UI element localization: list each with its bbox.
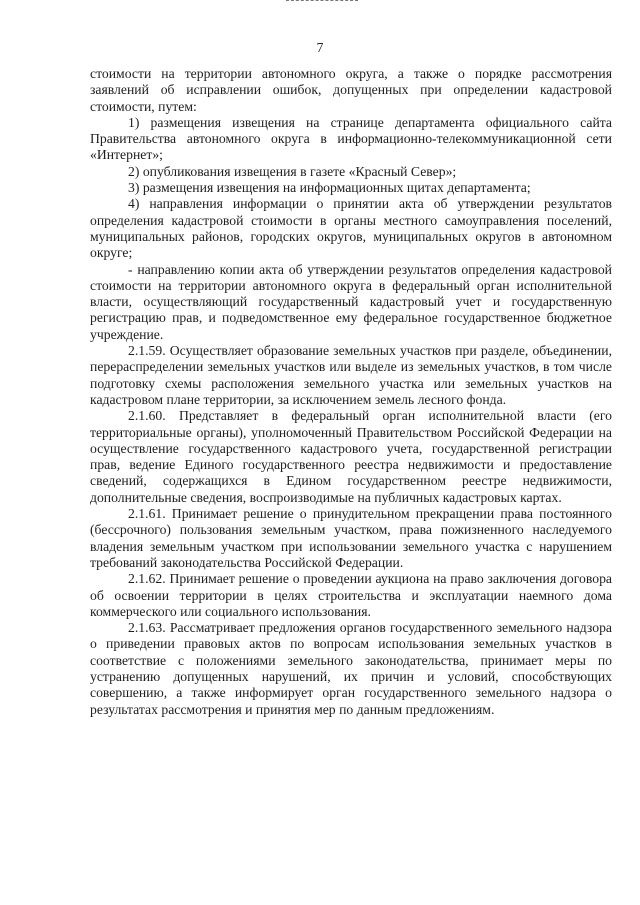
- clause-2-1-62: 2.1.62. Принимает решение о проведении аукциона на право заключения договора об освоении территории в целях строительства и эксплуатации наемного дома коммерческого или социального использования.: [90, 571, 612, 619]
- clause-2-1-59: 2.1.59. Осуществляет образование земельных участков при разделе, объединении, перераспределении земельных участков или выделе из земельных участков, в том числе подготовку схемы расположения земельного участка или земельных участков на кадастровом плане территории, за исключением земель лесного фонда.: [90, 343, 612, 407]
- list-item-1: 1) размещения извещения на странице департамента официального сайта Правительства автономного округа в информационно-телекоммуникационной сети «Интернет»;: [90, 114, 612, 163]
- document-body: [90, 66, 612, 718]
- list-item-dash: - направлению копии акта об утверждении результатов определения кадастровой стоимости на территории автономного округа в федеральный орган исполнительной власти, осуществляющий государственный кадастровый учет и государственную регистрацию прав, и подведомственное ему федеральное государственное бюджетное учреждение.: [90, 261, 612, 342]
- top-edge-marks: [286, 0, 358, 4]
- clause-2-1-61: 2.1.61. Принимает решение о принудительном прекращении права постоянного (бессрочного) пользования земельным участком, права пожизненного наследуемого владения земельным участком при использовании земельного участка с нарушением требований законодательства Российской Федерации.: [90, 506, 612, 570]
- clause-2-1-63: 2.1.63. Рассматривает предложения органов государственного земельного надзора о приведении правовых актов по вопросам использования земельных участков в соответствие с положениями земельного законодательства, принимает меры по устранению допущенных нарушений, их причин и условий, способствующих совершению, а также информирует орган государственного земельного надзора о результатах рассмотрения и принятия мер по данным предложениям.: [90, 620, 612, 717]
- clause-2-1-60: 2.1.60. Представляет в федеральный орган исполнительной власти (его территориальные органы), уполномоченный Правительством Российской Федерации на осуществление государственного кадастрового учета, государственной регистрации прав, ведение Единого государственного реестра недвижимости и предоставление сведений, содержащихся в Едином государственном реестре недвижимости, дополнительные сведения, воспроизводимые на публичных кадастровых картах.: [90, 408, 612, 505]
- list-item-2: 2) опубликования извещения в газете «Красный Север»;: [128, 163, 457, 179]
- list-item-3: 3) размещения извещения на информационных щитах департамента;: [128, 180, 531, 196]
- list-item-4: 4) направления информации о принятии акта об утверждении результатов определения кадастровой стоимости в органы местного самоуправления поселений, муниципальных районов, городских округов, муниципальных округов в автономном округе;: [90, 196, 612, 261]
- page-number: 7: [316, 40, 324, 55]
- paragraph-continuation: стоимости на территории автономного округа, а также о порядке рассмотрения заявлений об исправлении ошибок, допущенных при определении кадастровой стоимости, путем:: [90, 66, 612, 114]
